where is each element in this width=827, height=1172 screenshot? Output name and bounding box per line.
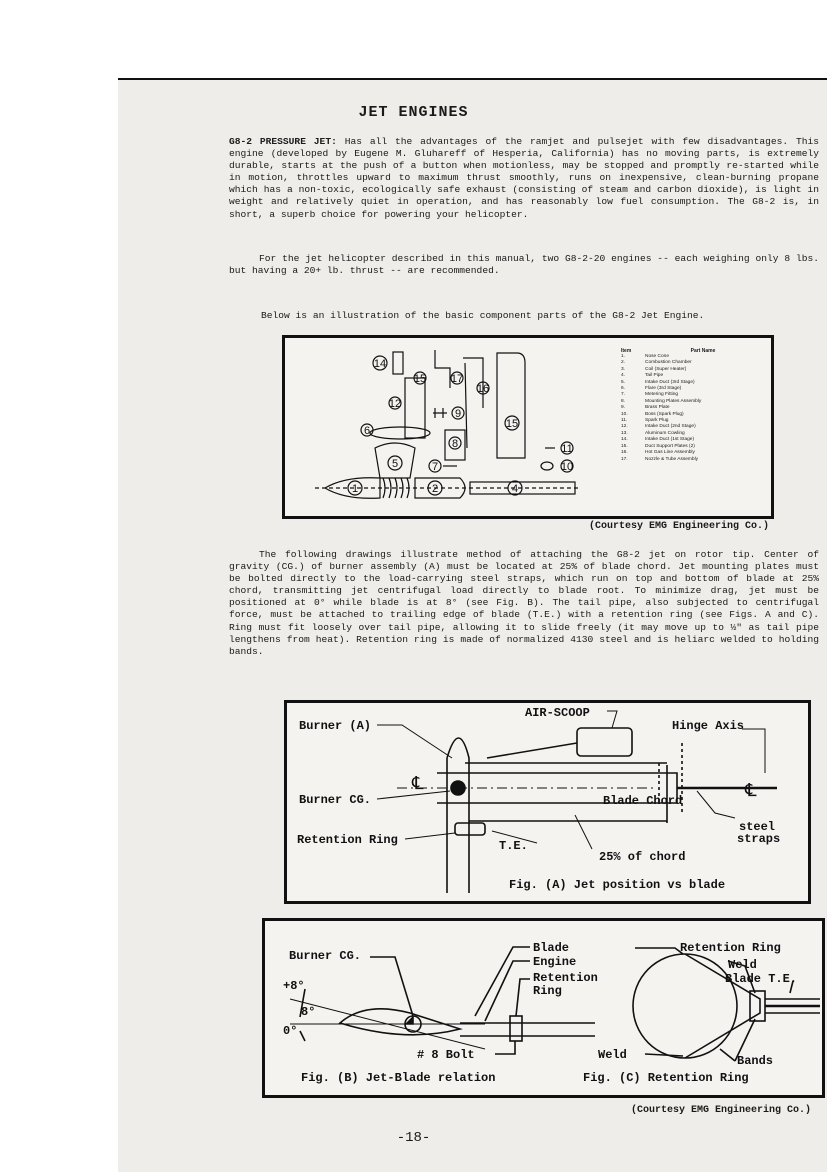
fig-a-label-burner: Burner (A) [299,719,372,733]
fig-c-caption: Fig. (C) Retention Ring [583,1071,749,1085]
parts-list-item-number: 12. [621,424,628,430]
figure-a-frame [284,700,811,904]
fig-c-label-retention-ring: Retention Ring [680,941,781,955]
fig-a-label-steel: steel [739,820,776,834]
parts-list-item-name: Aluminum Cowling [645,430,685,436]
fig-c-label-blade-te: Blade T.E. [725,972,798,986]
fig-a-label-air-scoop: AIR-SCOOP [525,706,590,720]
part-num-10: 10 [560,461,574,473]
paragraph-lead: G8-2 PRESSURE JET: [229,136,337,147]
part-num-12: 12 [388,398,402,410]
parts-list-item-number: 4. [621,373,626,379]
fig-a-label-straps: straps [737,832,781,846]
fig-b-label-bolt: # 8 Bolt [417,1048,475,1062]
parts-list-item-number: 7. [621,392,626,398]
page-title: JET ENGINES [358,104,469,121]
parts-list-header-item: Item [621,348,632,354]
fig-a-label-te: T.E. [499,839,528,853]
part-num-1: 1 [351,483,359,495]
fig-a-label-hinge-axis: Hinge Axis [672,719,745,733]
parts-illustration-frame [282,335,774,519]
parts-list-item-number: 9. [621,405,626,411]
fig-b-label-ring: Ring [533,984,562,998]
burner-body [447,738,469,893]
parts-list-item-name: Duct Support Plates (2) [645,443,695,449]
figure-bc-drawing [265,921,822,1095]
parts-list-header-name: Part Name [690,348,716,354]
figure-a-drawing [287,703,808,901]
part-num-4: 4 [511,483,519,495]
fig-c-label-bands: Bands [737,1054,774,1068]
courtesy-credit-bottom: (Courtesy EMG Engineering Co.) [631,1105,812,1116]
part-num-14: 14 [373,358,387,370]
parts-list-item-name: Mounting Plates Assembly [645,398,702,404]
part-num-6: 6 [363,425,371,437]
paragraph-recommendation: For the jet helicopter described in this manual, two G8-2-20 engines -- each weighing only 8 lbs. but having a 20+ lb. thrust -- are recommended. [229,253,819,277]
fig-b-label-blade: Blade [533,941,570,955]
fig-c-label-weld-bottom: Weld [598,1048,627,1062]
parts-list-rows [621,354,761,463]
part-num-7: 7 [431,461,439,473]
parts-list [621,348,761,463]
parts-list-item-name: Metering Fitting [645,392,679,398]
centerline-symbol-right: ℄ [745,780,757,801]
parts-list-item-number: 11. [621,418,628,424]
fig-b-label-burner-cg: Burner CG. [289,949,362,963]
parts-list-item-number: 5. [621,379,626,385]
page-number: -18- [396,1130,431,1146]
fig-a-label-25pct-chord: 25% of chord [599,850,686,864]
fig-a-caption: Fig. (A) Jet position vs blade [509,878,726,892]
centerline-symbol-left: ℄ [412,773,424,794]
fig-c-label-weld-top: Weld [728,958,757,972]
parts-list-item-name: Nose Cone [645,354,669,359]
parts-list-item-name: Combustion Chamber [645,360,692,366]
part-num-17: 17 [450,373,464,385]
courtesy-credit-top: (Courtesy EMG Engineering Co.) [589,521,770,532]
fig-b-label-plus8: +8° [283,979,305,993]
parts-list-item-name: Hot Gas Line Assembly [645,450,695,456]
fig-b-caption: Fig. (B) Jet-Blade relation [301,1071,496,1085]
parts-list-item-number: 1. [621,354,626,359]
part-num-16: 16 [476,383,490,395]
paragraph-intro-text: Has all the advantages of the ramjet and pulsejet with few disadvantages. This engine (developed by Eugene M. Gluhareff of Hesperia, California) has no moving parts, is extremely durable, starts at the push of a button when motionless, may be stopped and promptly re-started while in motion, throttles upward to maximum thrust smoothly, runs on inexpensive, clean-burning propane which has a non-toxic, ecologically safe exhaust (consisting of steam and carbon dioxide), is light in weight and relatively quiet in operation, and has reasonably low fuel consumption. The G8-2 is, in short, a superb choice for powering your helicopter. [229,136,819,220]
parts-list-item-name: Intake Duct (2nd Stage) [645,424,696,430]
part-num-8: 8 [451,438,459,450]
part-num-5: 5 [391,458,399,470]
part-num-11: 11 [561,443,573,455]
parts-list-item-number: 3. [621,366,626,372]
part-num-9: 9 [454,408,462,420]
parts-list-item-name: Intake Duct (3rd Stage) [645,379,695,385]
fig-b-label-retention: Retention [533,971,598,985]
part-num-2: 2 [431,483,439,495]
paragraph-intro [229,136,819,221]
parts-list-item-number: 14. [621,437,628,443]
parts-list-item-name: Coil (Super Heater) [645,366,687,372]
parts-list-item-name: Flare (3rd Stage) [645,386,682,392]
parts-list-item-number: 16. [621,450,628,456]
fig-b-label-0: 0° [283,1024,298,1038]
figure-bc-frame [262,918,825,1098]
parts-list-item-number: 13. [621,430,628,436]
parts-list-item-number: 10. [621,411,628,417]
parts-list-item-name: Intake Duct (1st Stage) [645,437,695,443]
fig-b-label-engine: Engine [533,955,577,969]
parts-list-row [621,457,761,463]
parts-list-item-number: 2. [621,360,626,366]
parts-list-item-number: 15. [621,443,628,449]
parts-list-item-number: 6. [621,386,626,392]
part-num-15a: 15 [413,373,427,385]
parts-list-item-name: Brass Plate [645,405,670,411]
paragraph-illustration-intro: Below is an illustration of the basic component parts of the G8-2 Jet Engine. [261,310,705,321]
parts-list-item-name: Nozzle & Tube Assembly [645,456,699,462]
part-num-15b: 15 [505,418,519,430]
fig-b-label-8: 8° [301,1005,316,1019]
fig-a-label-burner-cg: Burner CG. [299,793,372,807]
paragraph-attachment: The following drawings illustrate method of attaching the G8-2 jet on rotor tip. Center of gravity (CG.) of burner assembly (A) must be located at 25% of blade chord. Jet mounting plates must be bolted directly to the load-carrying steel straps, which run on top and bottom of blade at 25% chord, transmitting jet centrifugal load directly to blade root. To minimize drag, jet must be positioned at 0° while blade is at 8° (see Fig. B). The tail pipe, also subjected to centrifugal force, must be attached to trailing edge of blade (T.E.) with a retention ring (see Figs. A and C). Ring must fit loosely over tail pipe, allowing it to slide freely (it may move up to ½" as tail pipe lengthens from heat). Retention ring is made of normalized 4130 steel and is heliarc welded to holding bands. [229,549,819,657]
parts-list-item-number: 17. [621,456,628,462]
parts-list-item-name: Boss (Spark Plug) [645,411,684,417]
fig-a-label-blade-chord: Blade Chord [603,794,683,808]
parts-list-item-name: Tail Pipe [645,373,664,379]
parts-list-item-number: 8. [621,398,626,404]
parts-list-item-name: Spark Plug [645,418,669,424]
fig-a-label-retention-ring: Retention Ring [297,833,398,847]
